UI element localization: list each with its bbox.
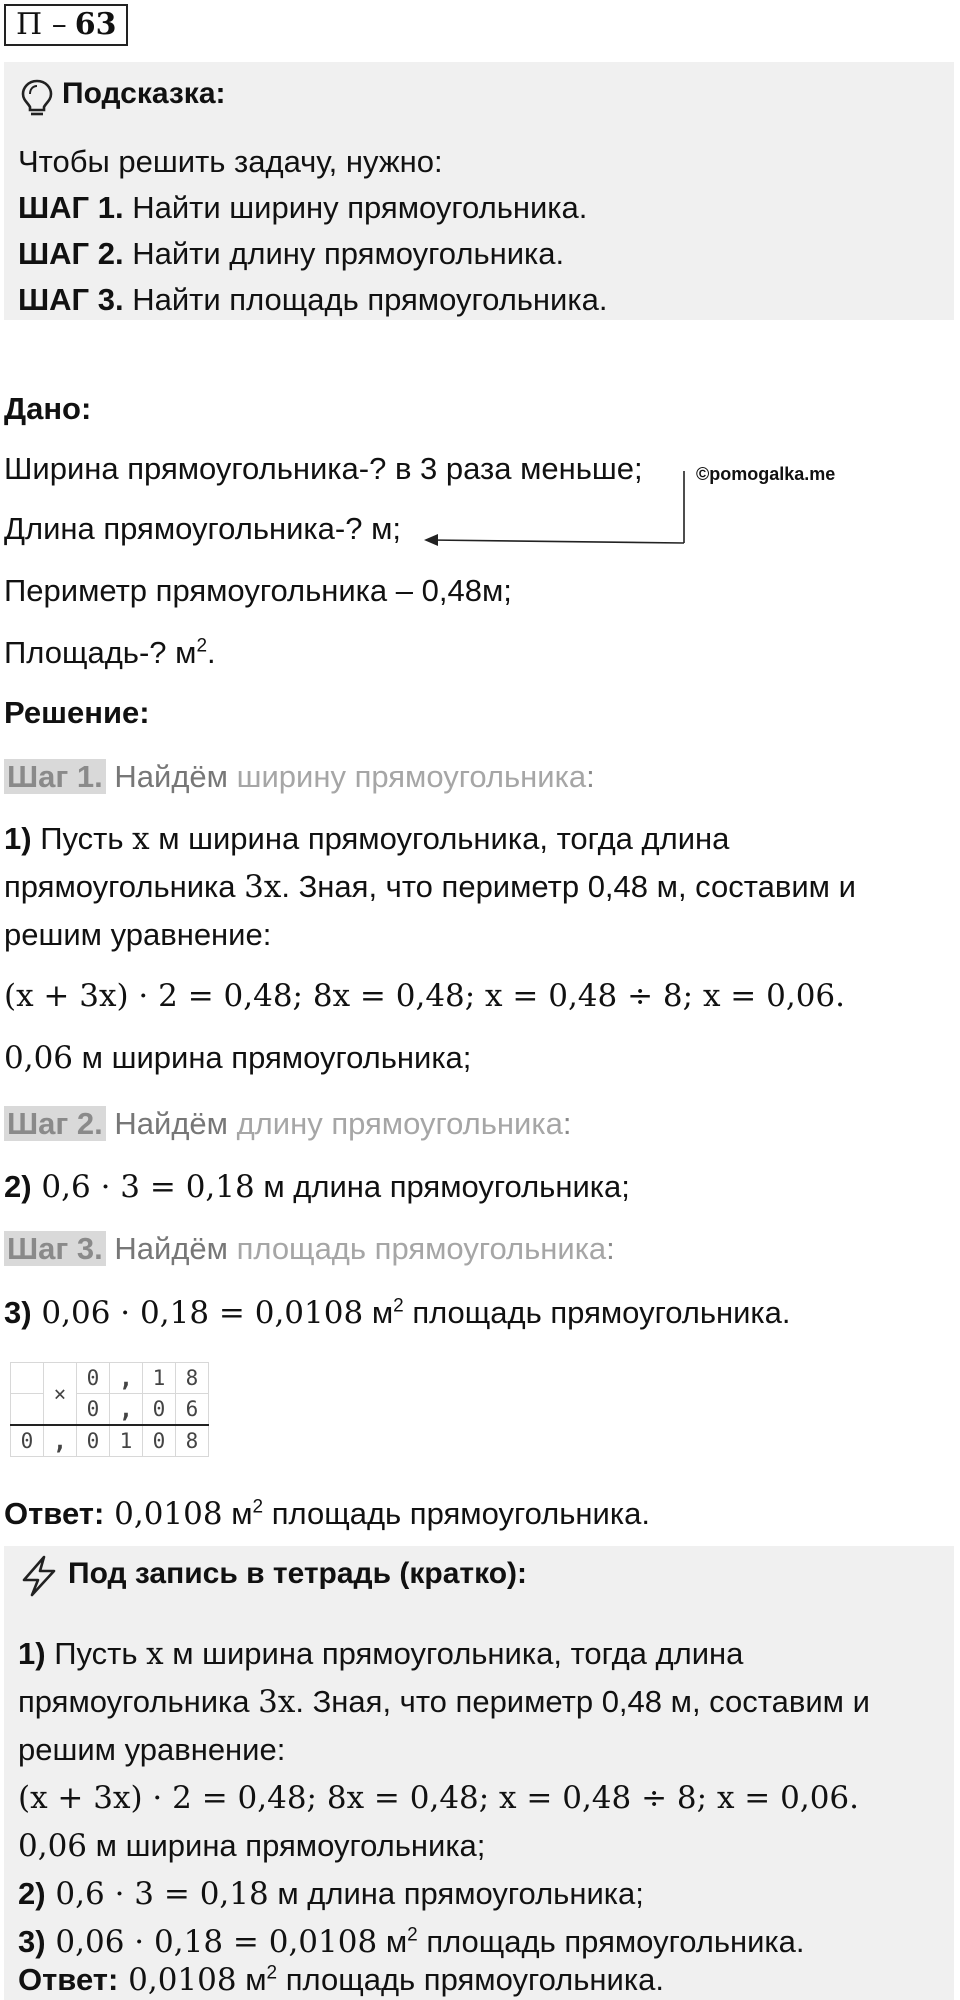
given-area: Площадь-? $м^2$.: [4, 635, 216, 670]
task-number-box: [4, 4, 128, 46]
notebook-box: [4, 1546, 954, 2000]
given-width: Ширина прямоугольника-? в 3 раза меньше;: [4, 451, 643, 486]
task-number: 63: [74, 7, 117, 42]
mult-cell: 6: [176, 1394, 209, 1426]
solution-p1-line1: 1) Пусть x м ширина прямоугольника, тогда длина: [4, 821, 730, 857]
hint-step-3: ШАГ 3. Найти площадь прямоугольника.: [18, 282, 608, 317]
solution-p1-line3: решим уравнение:: [4, 917, 272, 952]
hint-box: [4, 62, 954, 320]
solution-p3: 3) 0,06 · 0,18 = 0,0108 $м^2$ площадь прямоугольника.: [4, 1295, 791, 1331]
mult-result-cell: 0: [11, 1425, 44, 1457]
hint-intro: Чтобы решить задачу, нужно:: [18, 144, 443, 179]
answer: Ответ: 0,0108 $м^2$ площадь прямоугольника.: [4, 1496, 650, 1532]
given-perimeter: Периметр прямоугольника – 0,48м;: [4, 573, 512, 608]
mult-cell: 0: [77, 1363, 110, 1394]
mult-result-cell: 0: [143, 1425, 176, 1457]
solution-width-result: 0,06 м ширина прямоугольника;: [4, 1040, 472, 1076]
mult-cell: 0: [77, 1394, 110, 1426]
mult-result-cell: ,: [44, 1425, 77, 1457]
multiply-sign: ×: [44, 1363, 77, 1426]
column-multiplication: [10, 1362, 209, 1457]
task-prefix: П –: [16, 7, 67, 42]
notebook-p2: 2) 0,6 · 3 = 0,18 м длина прямоугольника;: [18, 1876, 644, 1912]
mult-cell: 8: [176, 1363, 209, 1394]
notebook-p3: 3) 0,06 · 0,18 = 0,0108 $м^2$ площадь прямоугольника.: [18, 1924, 805, 1960]
given-title: Дано:: [4, 391, 92, 426]
notebook-width-result: 0,06 м ширина прямоугольника;: [18, 1828, 486, 1864]
given-length: Длина прямоугольника-? м;: [4, 511, 401, 546]
lightbulb-icon: [20, 78, 54, 118]
solution-title: Решение:: [4, 695, 150, 730]
notebook-equation: (x + 3x) · 2 = 0,48; 8x = 0,48; x = 0,48 ÷ 8; x = 0,06.: [18, 1780, 859, 1816]
lightning-icon: [18, 1554, 60, 1598]
step1-heading: Шаг 1. Найдём ширину прямоугольника:: [4, 757, 595, 797]
mult-cell: 0: [143, 1394, 176, 1426]
step2-heading: Шаг 2. Найдём длину прямоугольника:: [4, 1104, 571, 1144]
mult-result-cell: 8: [176, 1425, 209, 1457]
mult-cell: ,: [110, 1363, 143, 1394]
solution-p1-line2: прямоугольника 3x. Зная, что периметр 0,48 м, составим и: [4, 869, 856, 905]
mult-cell: ,: [110, 1394, 143, 1426]
hint-title: Подсказка:: [62, 77, 226, 110]
notebook-title: Под запись в тетрадь (кратко):: [68, 1557, 528, 1590]
solution-equation: (x + 3x) · 2 = 0,48; 8x = 0,48; x = 0,48 ÷ 8; x = 0,06.: [4, 978, 845, 1014]
mult-result-cell: 0: [77, 1425, 110, 1457]
mult-result-cell: 1: [110, 1425, 143, 1457]
mult-cell: [11, 1363, 44, 1394]
notebook-answer: Ответ: 0,0108 $м^2$ площадь прямоугольника.: [18, 1962, 664, 1998]
hint-step-2: ШАГ 2. Найти длину прямоугольника.: [18, 236, 565, 271]
notebook-p1-line1: 1) Пусть x м ширина прямоугольника, тогда длина: [18, 1636, 744, 1672]
watermark: ©pomogalka.me: [696, 464, 836, 484]
solution-p2: 2) 0,6 · 3 = 0,18 м длина прямоугольника;: [4, 1169, 630, 1205]
hint-step-1: ШАГ 1. Найти ширину прямоугольника.: [18, 190, 588, 225]
notebook-p1-line3: решим уравнение:: [18, 1732, 286, 1767]
step3-heading: Шаг 3. Найдём площадь прямоугольника:: [4, 1229, 615, 1269]
notebook-p1-line2: прямоугольника 3x. Зная, что периметр 0,48 м, составим и: [18, 1684, 870, 1720]
mult-cell: [11, 1394, 44, 1426]
mult-cell: 1: [143, 1363, 176, 1394]
